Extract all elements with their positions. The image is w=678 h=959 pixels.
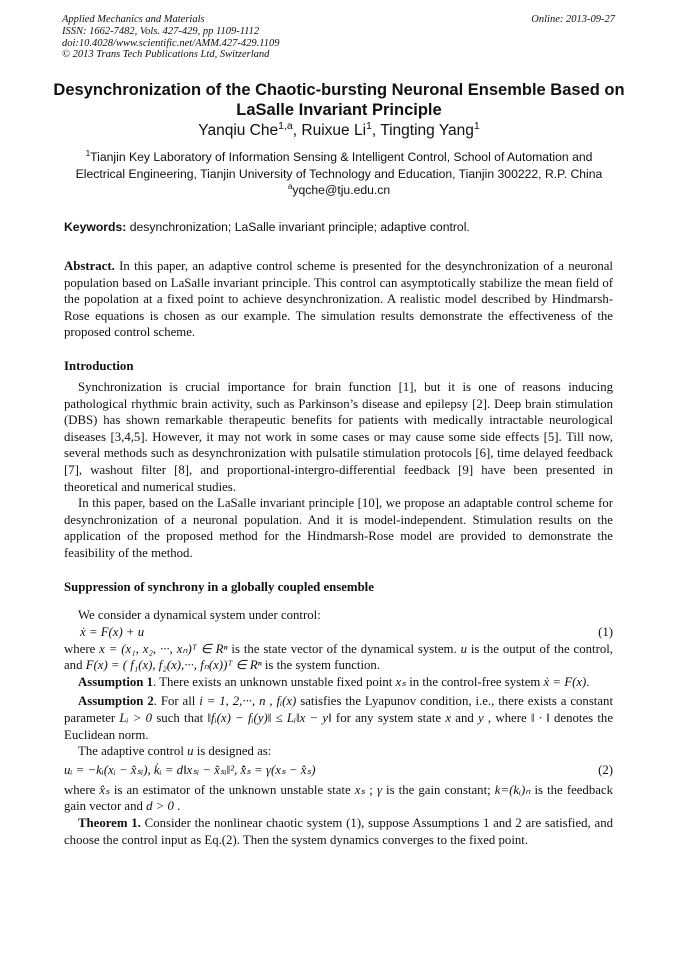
text-span: where: [64, 782, 100, 797]
online-date: Online: 2013-09-27: [531, 14, 615, 25]
author-sup: 1: [473, 119, 480, 132]
copyright-line: © 2013 Trans Tech Publications Ltd, Switzerland: [62, 49, 270, 61]
email-sup: a: [287, 180, 293, 191]
equation-2: [64, 762, 613, 779]
text-span: ,: [265, 694, 277, 709]
text-span: , where: [483, 710, 531, 725]
math-estimator: x̂ₛ: [99, 782, 110, 797]
control-intro: [64, 743, 613, 760]
masthead: [62, 14, 615, 61]
text-span: is designed as:: [193, 744, 272, 759]
math-y: y: [478, 710, 484, 725]
equation-1-number: (1): [598, 624, 613, 639]
author-sep: ,: [292, 122, 302, 139]
keywords-label: Keywords:: [64, 220, 127, 234]
estimator-description: [64, 782, 613, 815]
assumption-2: [64, 693, 613, 743]
text-span: The adaptive control: [78, 744, 188, 759]
system-intro: We consider a dynamical system under control:: [78, 608, 321, 622]
theorem-1-label: Theorem 1.: [78, 815, 141, 830]
author-sup: 1: [366, 119, 372, 132]
text-span: such that: [152, 710, 208, 725]
text-span: satisfies the Lyapunov condition, i.e., there exists a constant parameter: [64, 694, 613, 725]
affiliation-sup: 1: [85, 147, 91, 158]
text-span: for any system state: [331, 710, 446, 725]
text-span: is the output of the control, and: [64, 641, 613, 673]
introduction-body: [64, 379, 613, 562]
intro-paragraph-1: Synchronization is crucial importance for brain function [1], but it is one of reasons inducing pathological rhythmic brain activity, such as Parkinson’s disease and epilepsy [2]. Deep brain stimulation (DBS) has shown remarkable therapeutic benefits for patients with medically intractable neurological diseases [3,4,5]. However, it may not work in some cases or may cause some side effects [5]. Till now, several methods such as desynchronization with pulsatile stimulation protocols [6], time delayed feedback [7], washout filter [8], and proportional-intergro-differential feedback [9] have been presented in theoretical and numerical studies.: [64, 380, 613, 494]
math-index-range: i = 1, 2,···, n: [199, 694, 266, 709]
author-name: Yanqiu Che: [198, 122, 279, 139]
theorem-1: [64, 815, 613, 848]
assumption-1-label: Assumption 1: [78, 674, 154, 689]
text-span: denotes the Euclidean norm.: [64, 710, 613, 742]
equation-1: [64, 624, 613, 641]
text-span: and: [451, 710, 478, 725]
assumption-1: [64, 674, 613, 691]
assumption-2-label: Assumption 2: [78, 694, 154, 709]
section-body: [64, 607, 613, 848]
math-gain-vector: k=(kᵢ)ₙ: [494, 782, 531, 797]
math-norm: ‖ · ‖: [530, 710, 550, 725]
math-u: u: [187, 744, 194, 759]
email-address: yqche@tju.edu.cn: [292, 183, 391, 197]
text-span: is the feedback gain vector and: [64, 782, 613, 814]
math-x: x: [445, 710, 452, 725]
issn-line: ISSN: 1662-7482, Vols. 427-429, pp 1109-1112: [62, 25, 260, 37]
theorem-1-text: Consider the nonlinear chaotic system (1), suppose Assumptions 1 and 2 are satisfied, and choose the control input as Eq.(2). Then the system dynamics converges to the fixed point.: [64, 815, 613, 847]
text-span: . There exists an unknown unstable fixed point: [153, 674, 396, 689]
system-function-math: F(x) = ( f₁(x), f₂(x),···, fₙ(x))ᵀ ∈ Rⁿ: [85, 658, 262, 673]
title-line-2: LaSalle Invariant Principle: [236, 101, 442, 119]
paper-title: [40, 80, 638, 120]
math-lipschitz-constant: Lᵢ > 0: [119, 710, 153, 725]
abstract-label: Abstract.: [64, 259, 115, 273]
text-span: in the control-free system: [406, 674, 544, 689]
text-span: ;: [365, 782, 377, 797]
lipschitz-inequality-math: ‖fᵢ(x) − fᵢ(y)‖ ≤ Lᵢ‖x − y‖: [207, 710, 332, 725]
text-span: where: [64, 641, 100, 656]
text-span: .: [173, 799, 181, 814]
keywords: [64, 220, 617, 234]
text-span: is the gain constant;: [381, 782, 495, 797]
text-span: is an estimator of the unknown unstable state: [109, 782, 355, 797]
text-span: . For all: [153, 694, 200, 709]
abstract: [64, 258, 613, 341]
journal-name: Applied Mechanics and Materials: [62, 14, 205, 25]
equation-2-body: uᵢ = −kᵢ(xᵢ − x̂ₛᵢ), k̇ᵢ = d‖xₛᵢ − x̂ₛᵢ‖², x̂̇ₛ = γ(xₛ − x̂ₛ): [64, 762, 316, 777]
control-free-system-math: ẋ = F(x): [543, 674, 587, 689]
author-email: [40, 180, 638, 197]
author-name: Tingting Yang: [380, 122, 474, 139]
affiliation: [40, 149, 638, 183]
text-span: is the system function.: [261, 658, 381, 673]
text-span: is the state vector of the dynamical system.: [227, 641, 461, 656]
math-fi: fᵢ(x): [276, 694, 297, 709]
doi-line: doi:10.4028/www.scientific.net/AMM.427-429.1109: [62, 37, 280, 49]
math-xs: xₛ: [354, 782, 366, 797]
math-d-positive: d > 0: [146, 799, 174, 814]
state-vector-math: x = (x₁, x₂, ···, xₙ)ᵀ ∈ Rⁿ: [99, 641, 228, 656]
author-sep: ,: [371, 122, 381, 139]
author-list: [40, 119, 638, 140]
equation-1-body: ẋ = F(x) + u: [80, 624, 145, 639]
author-sup: 1,a: [278, 119, 293, 132]
abstract-text: In this paper, an adaptive control scheme is presented for the desynchronization of a neuronal population based on LaSalle invariant principle. This control can asymptotically stabilize the mean field of the popolation at a fixed point to achieve desynchronization. A realistic model described by Hindmarsh-Rose equations is chosen as our example. The simulation results demonstrate the effectiveness of the proposed control scheme.: [64, 259, 613, 340]
math-xs: xₛ: [395, 674, 407, 689]
affiliation-line-2: Electrical Engineering, Tianjin University of Technology and Education, Tianjin 300222, R.P. China: [75, 167, 603, 181]
math-u: u: [460, 641, 467, 656]
equation-2-number: (2): [598, 762, 613, 777]
author-name: Ruixue Li: [301, 122, 367, 139]
intro-paragraph-2: In this paper, based on the LaSalle invariant principle [10], we propose an adaptable control scheme for desynchronization of a neuronal population. And it is model-independent. Stimulation results on the application of the proposed method for the Hindmarsh-Rose model are provided to demonstrate the feasibility of the method.: [64, 496, 613, 560]
title-line-1: Desynchronization of the Chaotic-bursting Neuronal Ensemble Based on: [53, 81, 625, 99]
section-heading-suppression: Suppression of synchrony in a globally coupled ensemble: [64, 580, 374, 594]
keywords-text: desynchronization; LaSalle invariant principle; adaptive control.: [126, 220, 470, 234]
math-gamma: γ: [376, 782, 382, 797]
text-span: .: [586, 674, 590, 689]
affiliation-line-1: Tianjin Key Laboratory of Information Sensing & Intelligent Control, School of Automation and: [90, 150, 593, 164]
introduction-heading: Introduction: [64, 359, 134, 373]
